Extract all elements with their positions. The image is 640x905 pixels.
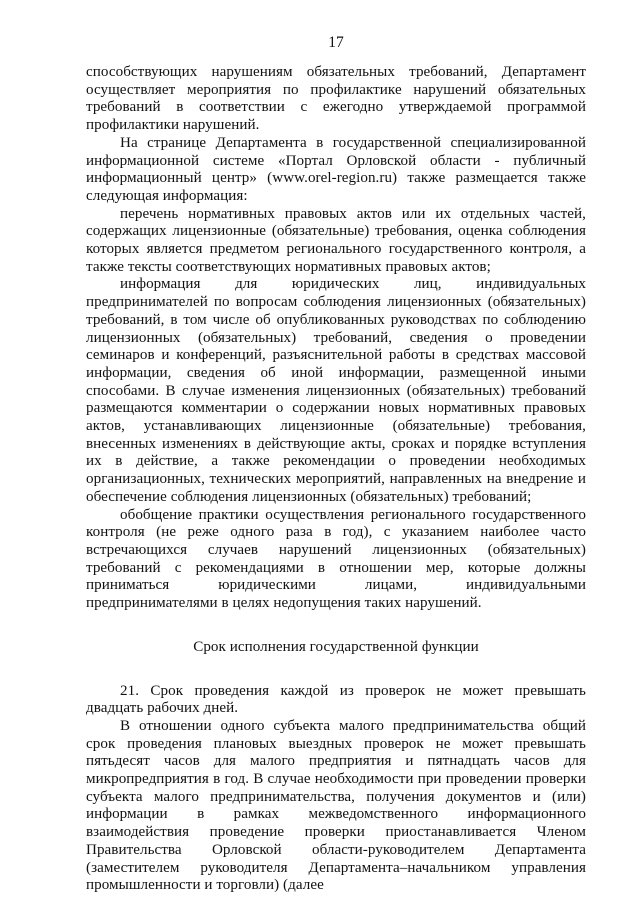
paragraph-continuation: способствующих нарушениям обязательных требований, Департамент осуществляет мероприятия по профилактике нарушений обязательных требований в соответствии с ежегодно утверждаемой программой профилактики нарушений. [86, 64, 586, 134]
document-page [86, 34, 586, 895]
paragraph-information-for-entities: информация для юридических лиц, индивидуальных предпринимателей по вопросам соблюдения лицензионных (обязательных) требований, в том числе об опубликованных руководствах по соблюдению лицензионных (обязательных) требований, сведения о проведении семинаров и конференций, разъяснительной работы в средствах массовой информации, сведения об иной информации, размещенной иными способами. В случае изменения лицензионных (обязательных) требований размещаются комментарии о содержании новых нормативных правовых актов, устанавливающих лицензионные (обязательные) требования, внесенных изменениях в действующие акты, сроках и порядке вступления их в действие, а также рекомендации о проведении необходимых организационных, технических мероприятий, направленных на внедрение и обеспечение соблюдения лицензионных (обязательных) требований; [86, 276, 586, 505]
paragraph-portal-info: На странице Департамента в государственной специализированной информационной системе «Портал Орловской области - публичный информационный центр» (www.orel-region.ru) также размещается также следующая информация: [86, 134, 586, 204]
paragraph-small-business-term: В отношении одного субъекта малого предпринимательства общий срок проведения плановых выездных проверок не может превышать пятьдесят часов для малого предприятия и пятнадцать часов для микропредприятия в год. В случае необходимости при проведении проверки субъекта малого предпринимательства, получения документов и (или) информации в рамках межведомственного информационного взаимодействия проведение проверки приостанавливается Членом Правительства Орловской области-руководителем Департамента (заместителем руководителя Департамента–начальником управления промышленности и торговли) (далее [86, 717, 586, 894]
page-number: 17 [328, 34, 344, 51]
paragraph-legal-acts-list: перечень нормативных правовых актов или их отдельных частей, содержащих лицензионные (обязательные) требования, оценка соблюдения которых является предметом регионального государственного контроля, а также тексты соответствующих нормативных правовых актов; [86, 205, 586, 275]
paragraph-practice-summary: обобщение практики осуществления регионального государственного контроля (не реже одного раза в год), с указанием наиболее часто встречающихся случаев нарушений лицензионных (обязательных) требований с рекомендациями в отношении мер, которые должны приниматься юридическими лицами, индивидуальными предпринимателями в целях недопущения таких нарушений. [86, 506, 586, 612]
section-heading: Срок исполнения государственной функции [193, 638, 479, 655]
paragraph-inspection-term: 21. Срок проведения каждой из проверок не может превышать двадцать рабочих дней. [86, 682, 586, 717]
